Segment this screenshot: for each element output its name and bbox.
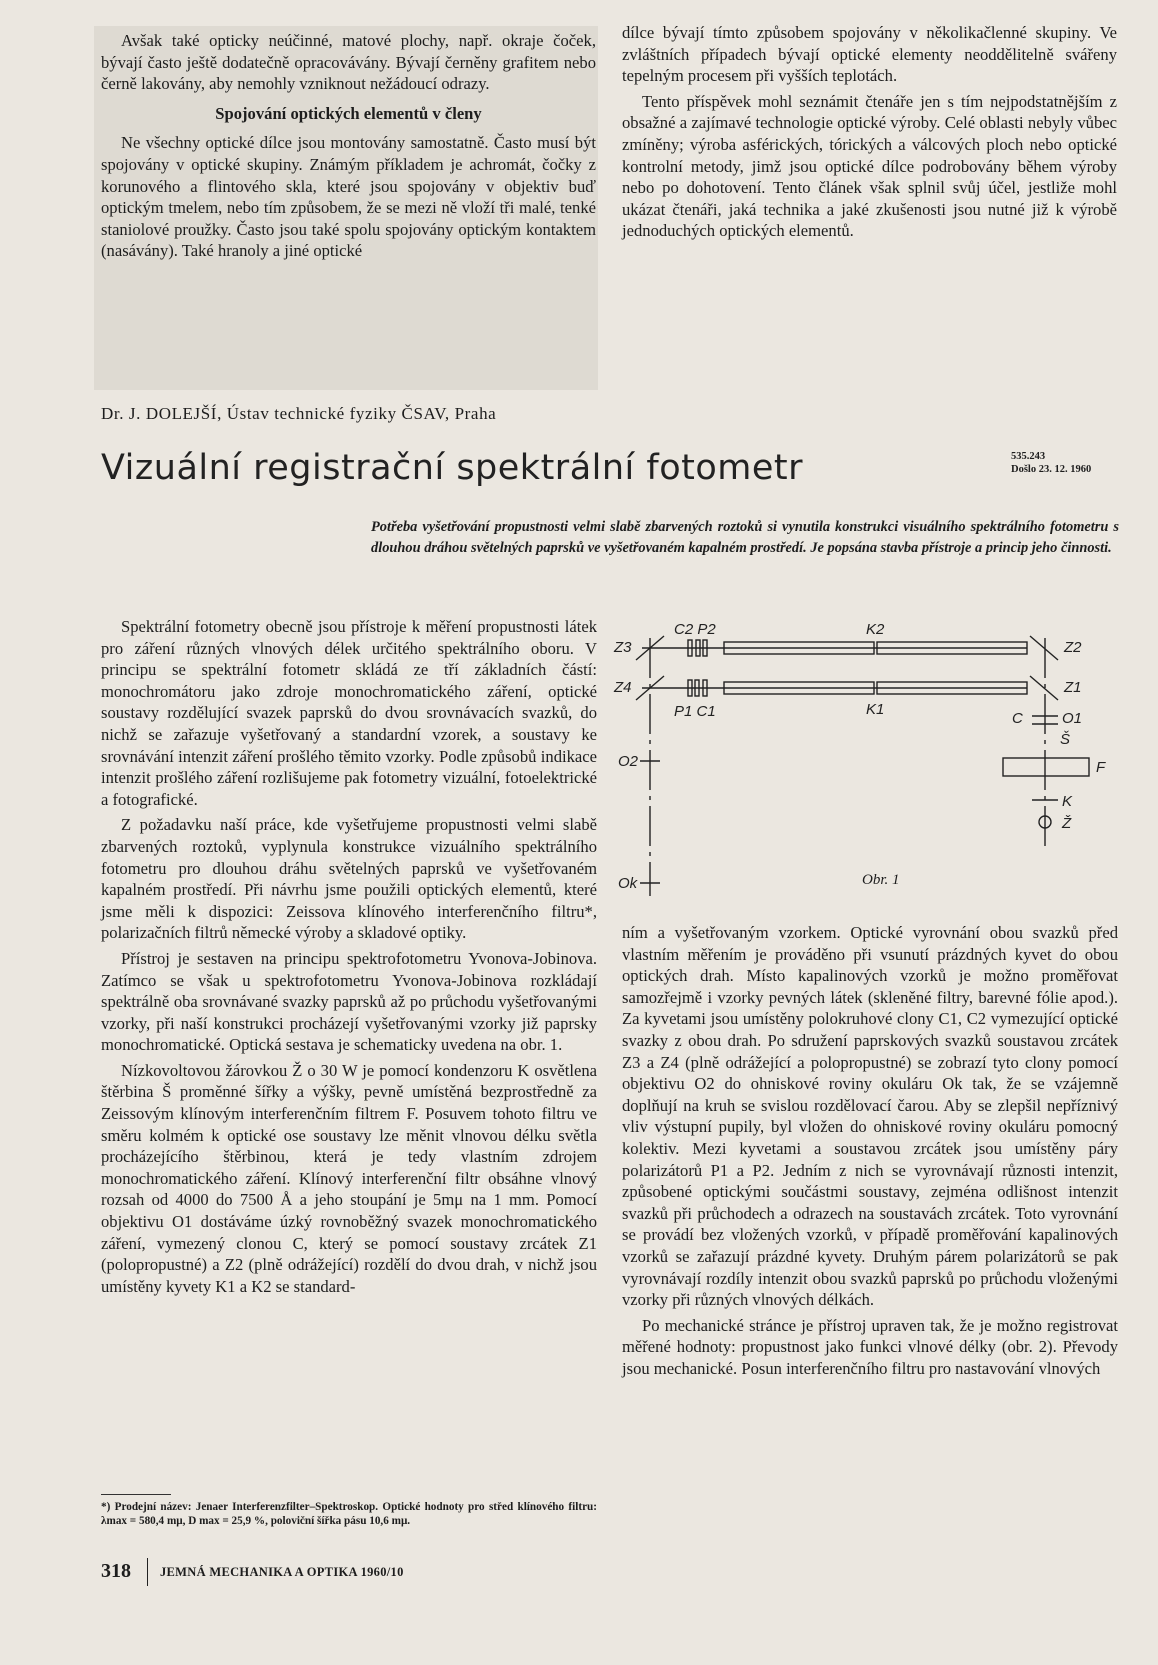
label-k2: K2 xyxy=(866,621,885,638)
wedge-filter-f xyxy=(1003,758,1089,776)
paragraph: Z požadavku naší práce, kde vyšetřujeme propustnosti velmi slabě zbarvených roztoků, vyplynula konstrukce vizuálního spektrálního fotometru pro dlouhou dráhu světelných paprsků ve vyšetřovaném kapalném prostředí. Při návrhu jsme použili optických elementů, které jsme měli k dispozici: Zeissova klínového interferenčního filtru*, polarizačních filtrů německé výroby a skladové optiky. xyxy=(101,815,597,943)
footnote-text: *) Prodejní název: Jenaer Interferenzfilter–Spektroskop. Optické hodnoty pro střed klínového filtru: λmax = 580,4 mμ, D max = 25,9 %, poloviční šířka pásu 10,6 mμ. xyxy=(101,1501,597,1527)
mirror-z1 xyxy=(1030,676,1058,700)
section-heading: Spojování optických elementů v členy xyxy=(215,103,482,123)
label-f: F xyxy=(1096,759,1106,776)
footnote xyxy=(101,1500,597,1528)
article-author: Dr. J. DOLEJŠÍ, Ústav technické fyziky ČSAV, Praha xyxy=(101,404,497,423)
received-date: Došlo 23. 12. 1960 xyxy=(1011,464,1092,475)
top-right-column xyxy=(622,22,1117,242)
footer-separator xyxy=(147,1558,148,1586)
paragraph: Po mechanické stránce je přístroj upraven tak, že je možno registrovat měřené hodnoty: propustnost jako funkci vlnové délky (obr. 2). Převody jsou mechanické. Posun interferenčního filtru pro nastavování vlnových xyxy=(622,1315,1118,1378)
label-z4: Z4 xyxy=(614,679,632,696)
top-left-column xyxy=(101,30,596,262)
paragraph: Tento příspěvek mohl seznámit čtenáře jen s tím nejpodstatnějším z obsažné a zajímavé technologie optické výroby. Celé oblasti nebyly vůbec zmíněny; výroba asférických, tórických a válcových ploch nebo optické kontrolní metody, jimž jsou optické dílce podrobovány během výroby nebo po dohotovení. Tento článek však splnil svůj účel, jestliže mohl ukázat čtenáři, jaká technika a jaké zkušenosti jsou nutné již k výrobě jednoduchých optických elementů. xyxy=(622,91,1117,241)
figure-optical-schematic xyxy=(612,616,1122,906)
paragraph: Ne všechny optické dílce jsou montovány samostatně. Často musí být spojovány v optické skupiny. Známým příkladem je achromát, čočky z korunového a flintového skla, které jsou spojovány v objektiv buď optickým tmelem, nebo tím způsobem, že se mezi ně vloží tři malé, tenké staniolové proužky. Často jsou také spolu spojovány optickým kontaktem (nasávány). Také hranoly a jiné optické xyxy=(101,133,596,261)
label-zh: Ž xyxy=(1062,815,1072,832)
paragraph: Avšak také opticky neúčinné, matové plochy, např. okraje čoček, bývají často ještě dodatečně opracovávány. Bývají černěny grafitem nebo černě lakovány, aby nemohly vzniknout nežádoucí odrazy. xyxy=(101,31,596,94)
body-right-column xyxy=(622,922,1118,1379)
optical-schematic-diagram xyxy=(612,616,1122,906)
label-o2: O2 xyxy=(618,753,639,770)
paragraph: ním a vyšetřovaným vzorkem. Optické vyrovnání obou svazků před vlastním měřením je prováděno při vsunutí prázdných kyvet do obou optických drah. Místo kapalinových vzorků je možno proměřovat samozřejmě i vzorky pevných látek (skleněné filtry, barevné fólie apod.). Za kyvetami jsou umístěny polokruhové clony C1, C2 vymezující optické svazky z obou drah. Po sdružení paprskových svazků soustavou zrcátek Z3 a Z4 (plně odrážející a polopropustné) se zobrazí tyto clony pomocí objektivu O2 do ohniskové roviny okuláru Ok tak, že se vzájemně doplňují na kruh se svislou rozdělovací čarou. Aby se zlepšil nepříznivý vliv výstupní pupily, byl vložen do ohniskové roviny okuláru pomocný kolektiv. Mezi kyvetami a soustavou zrcátek jsou umístěny páry polarizátorů P1 a P2. Jedním z nich se vyrovnávají různosti intenzit, způsobené optickými součástmi soustavy, zejména odlišnost intenzit svazků při průchodech a odrazech na soustavách zrcátek. Toto vyrovnání se provádí bez vložených vzorků, v případě proměřování kapalinových vzorků se zařazují prázdné kyvety. Druhým párem polarizátorů se pak vyrovnávají rozdíly intenzit obou svazků paprsků po průchodu vloženými vzorky při různých vlnových délkách. xyxy=(622,923,1118,1310)
label-c: C xyxy=(1012,710,1023,727)
paragraph: Spektrální fotometry obecně jsou přístroje k měření propustnosti látek pro záření různých vlnových délek určitého spektrálního oboru. V principu se spektrální fotometr skládá ze tří základních částí: monochromátoru jako zdroje monochromatického záření, optické soustavy rozdělující svazek paprsků do dvou srovnávacích svazků, do nichž se zařazuje vyšetřovaný a standardní vzorek, a soustavy ke srovnávání intenzit záření prošlého těmito vzorky. Podle způsobů indikace intenzit prošlého záření rozlišujeme pak fotometry vizuální, fotoelektrické a fotografické. xyxy=(101,617,597,809)
page-number: 318 xyxy=(101,1560,131,1582)
article-title: Vizuální registrační spektrální fotometr xyxy=(101,448,804,488)
label-s: Š xyxy=(1060,731,1071,748)
label-ok: Ok xyxy=(618,875,638,892)
label-c2p2: C2 P2 xyxy=(674,621,716,638)
body-left-column xyxy=(101,616,597,1297)
article-meta xyxy=(1011,450,1091,476)
label-k: K xyxy=(1062,793,1073,810)
label-z1: Z1 xyxy=(1064,679,1082,696)
paragraph: dílce bývají tímto způsobem spojovány v několikačlenné skupiny. Ve zvláštních případech bývají optické elementy neoddělitelně svářeny tepelným procesem při vyšších teplotách. xyxy=(622,23,1117,86)
label-o1: O1 xyxy=(1062,710,1083,727)
mirror-z2 xyxy=(1030,636,1058,660)
label-p1c1: P1 C1 xyxy=(674,703,716,720)
label-z3: Z3 xyxy=(614,639,632,656)
paragraph: Nízkovoltovou žárovkou Ž o 30 W je pomocí kondenzoru K osvětlena štěrbina Š proměnné šířky a výšky, pevně umístěná bezprostředně za Zeissovým klínovým interferenčním filtrem F. Posuvem tohoto filtru ve směru kolmém k optické ose soustavy lze měnit vlnovou délku světla procházejícího štěrbinou, která je tedy vlastním zdrojem monochromatického záření. Klínový interferenční filtr obsáhne vlnový rozsah od 4000 do 7500 Å a jeho stoupání je 5mμ na 1 mm. Pomocí objektivu O1 dostáváme úzký rovnoběžný svazek monochromatického záření, vymezený clonou C, který se pomocí soustavy zrcátek Z1 (polopropustné) a Z2 (plně odrážející) rozdělí do dvou drah, v nichž jsou umístěny kyvety K1 a K2 se standard- xyxy=(101,1060,597,1296)
footnote-rule xyxy=(101,1494,171,1495)
journal-name: JEMNÁ MECHANIKA A OPTIKA 1960/10 xyxy=(160,1565,404,1579)
udc-number: 535.243 xyxy=(1011,451,1046,462)
article-abstract: Potřeba vyšetřování propustnosti velmi slabě zbarvených roztoků si vynutila konstrukci visuálního spektrálního fotometru s dlouhou dráhou světelných paprsků ve vyšetřovaném kapalném prostředí. Je popsána stavba přístroje a princip jeho činnosti. xyxy=(371,519,1119,556)
figure-caption: Obr. 1 xyxy=(862,872,900,888)
label-z2: Z2 xyxy=(1064,639,1082,656)
paragraph: Přístroj je sestaven na principu spektrofotometru Yvonova-Jobinova. Zatímco se však u spektrofotometru Yvonova-Jobinova rozkládají spektrálně oba srovnávané svazky paprsků až po průchodu vyšetřovanými vzorky, při naší konstrukci procházejí vyšetřovanými vzorky již paprsky monochromatické. Optická sestava je schematicky uvedena na obr. 1. xyxy=(101,948,597,1055)
label-k1: K1 xyxy=(866,701,885,718)
